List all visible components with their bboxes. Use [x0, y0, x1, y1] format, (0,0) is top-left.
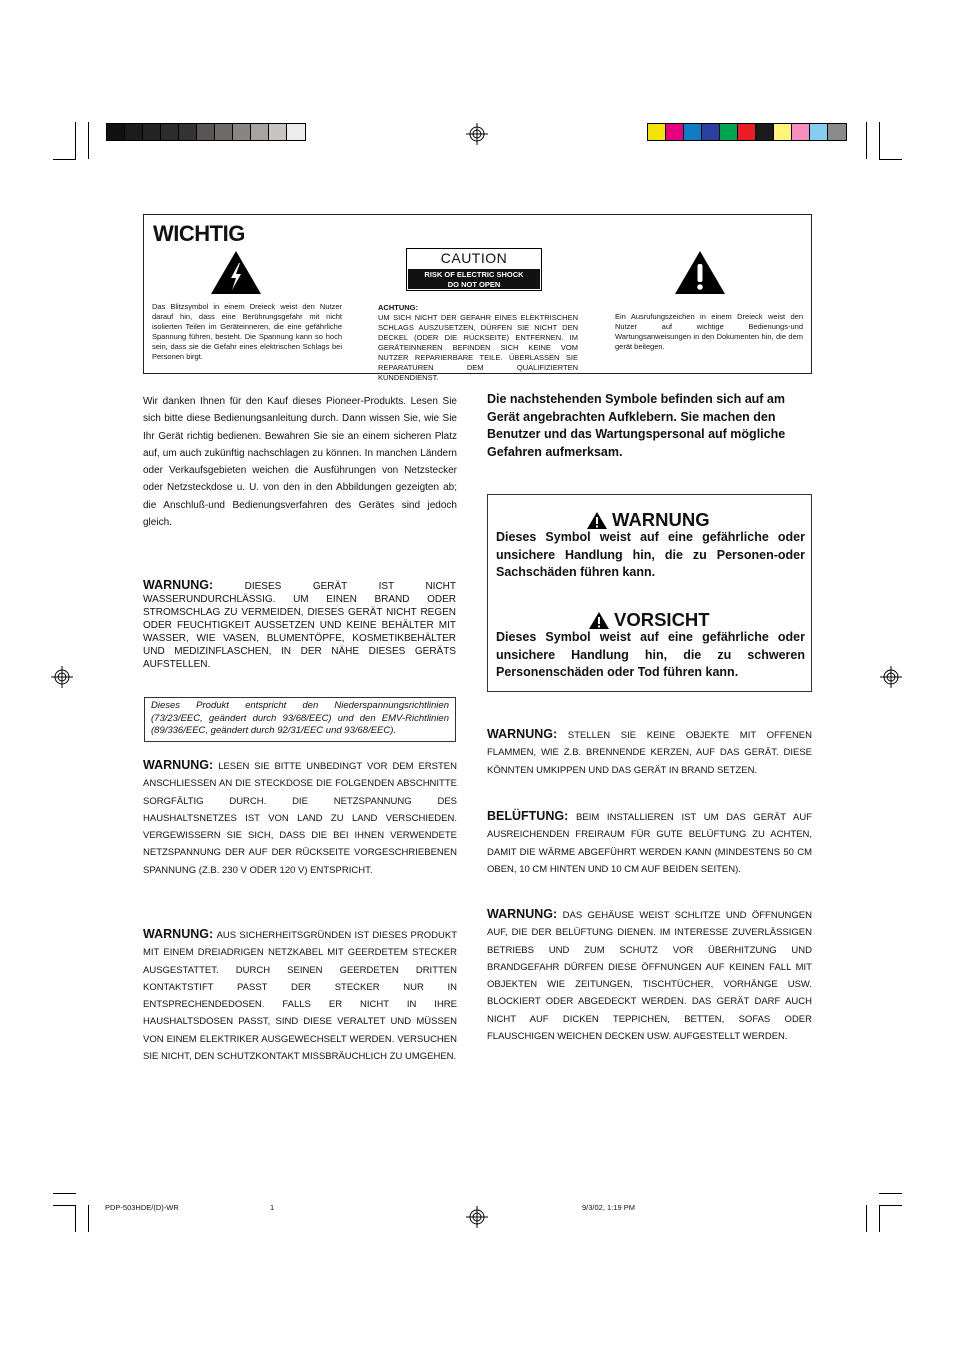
color-swatch: [756, 124, 774, 140]
color-swatch: [828, 124, 846, 140]
gray-swatch: [215, 124, 233, 140]
caution-sublabel: [408, 269, 540, 289]
gray-swatch: [197, 124, 215, 140]
achtung-heading: ACHTUNG:: [378, 303, 418, 312]
gray-swatch: [125, 124, 143, 140]
ventilation-label: BELÜFTUNG:: [487, 809, 569, 823]
gray-swatch: [251, 124, 269, 140]
gray-swatch: [179, 124, 197, 140]
color-swatch: [648, 124, 666, 140]
vorsicht-title: VORSICHT: [614, 609, 710, 630]
warning-label: WARNUNG:: [487, 727, 558, 741]
warning-text: DIESES GERÄT IST NICHT WASSERUNDURCHLÄSSIG. UM EINEN BRAND ODER STROMSCHLAG ZU VERMEIDEN, DIESES GERÄT NICHT REGEN ODER FEUCHTIGKEIT AUSSETZEN UND KEINE BEHÄLTER MIT WASSER, WIE VASEN, BLUMENTÖPFE, KOSMETIKBEHÄLTER UND MEDIZINFLASCHEN, IN DER NÄHE DIESES GERÄTS AUFSTELLEN.: [143, 581, 456, 670]
gray-swatch: [107, 124, 125, 140]
ventilation-text: BEIM INSTALLIEREN IST UM DAS GERÄT AUF AUSREICHENDEN FREIRAUM FÜR GUTE BELÜFTUNG ZU ACHTEN, DAMIT DIE WÄRME ABGEFÜHRT WERDEN KANN (MINDESTENS 50 CM OBEN, 10 CM HINTEN UND 10 CM AUF BEIDEN SEITEN).: [487, 812, 812, 875]
crop-mark: [53, 159, 76, 160]
warning-vent-openings: [487, 906, 812, 1045]
grayscale-bar: [106, 123, 306, 141]
caution-label-box: [406, 248, 542, 291]
crop-mark: [879, 122, 880, 159]
crop-mark: [866, 122, 867, 159]
registration-mark-icon: [466, 123, 488, 145]
warning-voltage: [143, 757, 457, 879]
crop-mark: [75, 1205, 76, 1232]
gray-swatch: [269, 124, 287, 140]
crop-mark: [879, 1205, 880, 1232]
lightning-warning-icon: [210, 250, 262, 295]
warning-label: WARNUNG:: [143, 758, 214, 772]
crop-mark: [879, 1193, 902, 1194]
gray-swatch: [161, 124, 179, 140]
color-swatch: [702, 124, 720, 140]
vorsicht-description: Dieses Symbol weist auf eine gefährliche oder unsichere Handlung hin, die zu schweren Personenschäden oder Tod führen kann.: [496, 630, 805, 679]
crop-mark: [53, 1205, 76, 1206]
important-title: WICHTIG: [153, 221, 245, 246]
warnung-title: WARNUNG: [612, 509, 710, 530]
caution-label: CAUTION: [440, 250, 508, 266]
color-swatch: [666, 124, 684, 140]
registration-mark-icon: [880, 666, 902, 688]
footer-filename: PDP-503HDE/(D)-WR: [105, 1203, 179, 1212]
color-swatch: [774, 124, 792, 140]
crop-mark: [866, 1205, 867, 1232]
warning-grounding: [143, 926, 457, 1065]
symbols-intro: Die nachstehenden Symbole befinden sich auf am Gerät angebrachten Aufklebern. Sie machen den Benutzer und das Wartungspersonal auf mögliche Gefahren aufmerksam.: [487, 392, 786, 459]
exclamation-symbol-text: Ein Ausrufungszeichen in einem Dreieck weist den Nutzer auf wichtige Bedienungs-und Wartungsanweisungen in den Dokumenten hin, die dem gerät beilegen.: [615, 312, 803, 351]
color-swatch: [810, 124, 828, 140]
vorsicht-heading: [588, 609, 710, 631]
lightning-symbol-text: Das Blitzsymbol in einem Dreieck weist den Nutzer darauf hin, dass eine Berührungsgefahr mit nicht isolierten Teilen im Geräteinneren, die eine gefährliche Spannung führen, besteht. Die Spannung kann so hoch sein, dass sie die Gefahr eines elektrischen Schlags bei Personen birgt.: [152, 302, 342, 361]
exclamation-warning-icon: [674, 250, 726, 295]
warning-waterproof: [143, 579, 456, 671]
gray-swatch: [233, 124, 251, 140]
color-swatch: [792, 124, 810, 140]
crop-mark: [88, 122, 89, 159]
footer-date: 9/3/02, 1:19 PM: [582, 1203, 635, 1212]
crop-mark: [88, 1205, 89, 1232]
registration-mark-icon: [51, 666, 73, 688]
symbols-legend-box: [487, 494, 812, 692]
color-bar: [647, 123, 847, 141]
warning-text: STELLEN SIE KEINE OBJEKTE MIT OFFENEN FLAMMEN, WIE Z.B. BRENNENDE KERZEN, AUF DAS GERÄT. DIESE KÖNNTEN UMKIPPEN UND DAS GERÄT IN BRAND SETZEN.: [487, 730, 813, 776]
ventilation-notice: [487, 808, 812, 878]
warnung-description: Dieses Symbol weist auf eine gefährliche oder unsichere Handlung hin, die zu Personen-oder Sachschäden führen kann.: [496, 530, 805, 579]
gray-swatch: [287, 124, 305, 140]
footer-page-number: 1: [270, 1203, 275, 1212]
gray-swatch: [143, 124, 161, 140]
intro-paragraph: Wir danken Ihnen für den Kauf dieses Pioneer-Produkts. Lesen Sie sich bitte diese Bedienungsanleitung durch. Dann wissen Sie, wie Sie Ihr Gerät richtig bedienen. Bewahren Sie sie an einem sicheren Platz auf, um auch zukünftig nachschlagen zu können. In manchen Ländern oder Verkaufsgebieten weichen die Ausführungen von Netzstecker oder Netzsteckdose u. U. von den in den Abbildungen gezeigten ab; die Anschluß-und Bedienungsverfahren des Gerätes sind jedoch gleich.: [143, 396, 457, 529]
achtung-text: [378, 303, 578, 383]
eu-directive-notice: Dieses Produkt entspricht den Niederspannungsrichtlinien (73/23/EEC, geändert durch 93/68/EEC) und den EMV-Richtlinien (89/336/EEC, geändert durch 92/31/EEC und 93/68/EEC).: [144, 697, 456, 742]
warning-label: WARNUNG:: [143, 578, 214, 592]
color-swatch: [720, 124, 738, 140]
caution-sub-line-2: DO NOT OPEN: [447, 279, 501, 289]
crop-mark: [879, 159, 902, 160]
crop-mark: [879, 1205, 902, 1206]
caution-triangle-icon: [588, 611, 610, 630]
crop-mark: [53, 1193, 76, 1194]
important-notice-box: [143, 214, 812, 382]
warning-text: LESEN SIE BITTE UNBEDINGT VOR DEM ERSTEN ANSCHLIESSEN AN DIE STECKDOSE DIE FOLGENDEN ABSCHNITTE SORGFÄLTIG DURCH. DIE NETZSPANNUNG DES HAUSHALTSNETZES IST VON LAND ZU LAND VERSCHIEDEN. VERGEWISSERN SIE SICH, DASS DIE BEI IHNEN VERWENDETE NETZSPANNUNG DER AUF DER RÜCKSEITE VORGESCHRIEBENEN SPANNUNG (Z.B. 230 V ODER 120 V) ENTSPRICHT.: [143, 761, 457, 876]
warning-text: AUS SICHERHEITSGRÜNDEN IST DIESES PRODUKT MIT EINEM DREIADRIGEN NETZKABEL MIT GEERDETEM STECKER AUSGESTATTET. DURCH SEINEN GEERDETEN DRITTEN KONTAKTSTIFT PASST DER STECKER NUR IN ENTSPRECHENDEDOSEN. FALLS ER NICHT IN IHRE HAUSHALTSDOSEN PASST, SIND DIESE VERALTET UND MÜSSEN VON EINEM ELEKTRIKER AUSGEWECHSELT WERDEN. VERSUCHEN SIE NICHT, DEN SCHUTZKONTAKT MISSBRÄUCHLICH ZU UMGEHEN.: [143, 930, 458, 1063]
color-swatch: [684, 124, 702, 140]
warning-triangle-icon: [586, 511, 608, 530]
warning-open-flame: [487, 726, 812, 779]
crop-mark: [75, 122, 76, 159]
warning-label: WARNUNG:: [487, 907, 558, 921]
warning-text: DAS GEHÄUSE WEIST SCHLITZE UND ÖFFNUNGEN AUF, DIE DER BELÜFTUNG DIENEN. IM INTERESSE ZUVERLÄSSIGEN BETRIEBS UND ZUM SCHUTZ VOR ÜBERHITZUNG UND BRANDGEFAHR DÜRFEN DIESE ÖFFNUNGEN AUF KEINEN FALL MIT OBJEKTEN WIE ZEITUNGEN, TISCHTÜCHER, VORHÄNGE USW. BLOCKIERT ODER ABGEDECKT WERDEN. DAS GERÄT DARF AUCH NICHT AUF DICKEN TEPPICHEN, BETTEN, SOFAS ODER FLAUSCHIGEN WEICHEN DECKEN USW. AUFGESTELLT WERDEN.: [487, 910, 812, 1043]
caution-sub-line-1: RISK OF ELECTRIC SHOCK: [424, 270, 524, 279]
warning-label: WARNUNG:: [143, 927, 214, 941]
registration-mark-icon: [466, 1206, 488, 1228]
color-swatch: [738, 124, 756, 140]
achtung-body: UM SICH NICHT DER GEFAHR EINES ELEKTRISCHEN SCHLAGS AUSZUSETZEN, DÜRFEN SIE NICHT DEN DECKEL (ODER DIE RÜCKSEITE) ENTFERNEN. IM GERÄTEINNEREN BEFINDEN SICH KEINE VOM NUTZER REPARIERBARE TEILE. ÜBERLASSEN SIE REPARATUREN DEM QUALIFIZIERTEN KUNDENDIENST.: [378, 313, 578, 382]
warnung-heading: [586, 509, 710, 531]
